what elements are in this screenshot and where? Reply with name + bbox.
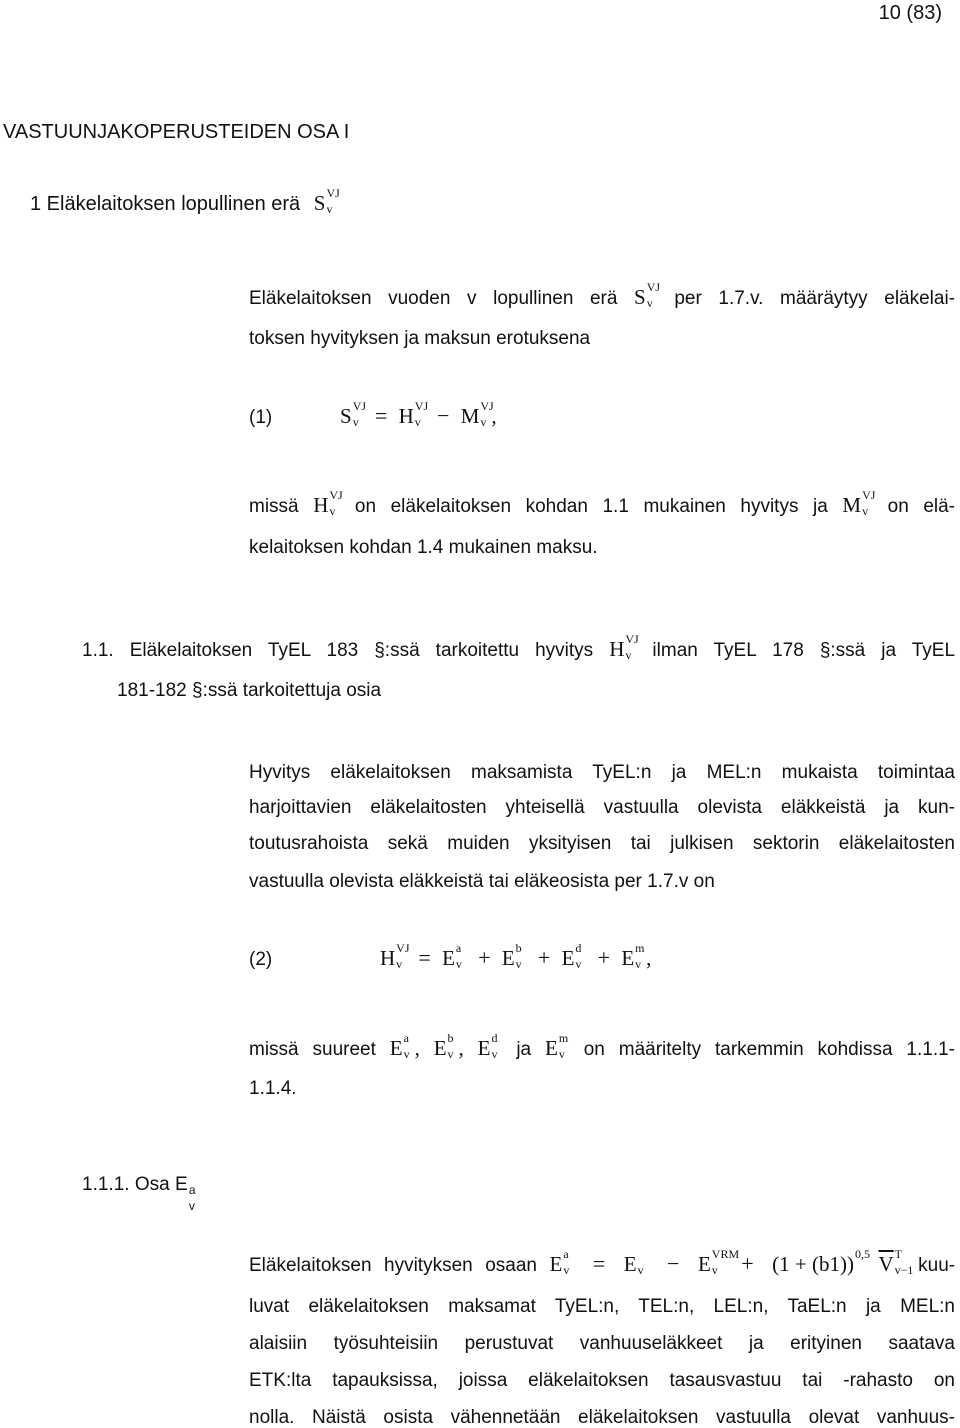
symbol-m-vj: M VJ v [842,488,876,518]
p4-text-a: missä suureet [249,1039,376,1060]
p1-text-a: Eläkelaitoksen vuoden v lopullinen erä [249,288,618,309]
paragraph-2-line-2: kelaitoksen kohdan 1.4 mukainen maksu. [249,537,598,558]
p4-text-b: on määritelty tarkemmin kohdissa 1.1.1- [583,1039,956,1060]
symbol-v-t: V T v−1 [878,1247,914,1277]
factor-1-plus-b1: (1 + (b1)) 0,5 [772,1247,870,1276]
comma: , [458,1036,464,1060]
symbol-h-vj: H VJ v [380,941,410,971]
paragraph-4-line-2: 1.1.4. [249,1078,297,1099]
symbol-e-a: E a v [442,941,462,971]
symbol-s-vj: S VJ v [340,399,367,429]
symbol-e-a: E a v [549,1247,570,1277]
paragraph-4-line-1 [249,1031,956,1061]
minus-sign: − [437,403,450,428]
p1-text-b: per 1.7.v. määräytyy eläkelai- [674,288,956,309]
symbol-m-vj: M VJ v [460,399,494,429]
symbol-e-vrm: E VRM v [697,1247,740,1277]
p2-text-b: on eläkelaitoksen kohdan 1.1 mukainen hyvitys ja [354,496,828,517]
plus-sign: + [597,945,611,970]
minus-sign: − [667,1251,680,1276]
comma: , [491,404,497,428]
paragraph-3-line-4: vastuulla olevista eläkkeistä tai eläkeosista per 1.7.v on [249,871,715,892]
equation-1 [340,399,497,429]
plus-sign: + [741,1251,754,1276]
sec11-text-b: ilman TyEL 178 §:ssä ja TyEL [652,640,956,661]
symbol-e-v: E v [623,1252,644,1277]
p2-text-a: missä [249,496,299,517]
formula-e-a [549,1247,919,1277]
section-heading-1 [30,186,340,216]
plus-sign: + [537,945,551,970]
paragraph-1-line-1 [249,280,956,310]
symbol-e-b: E b v [501,941,522,971]
equals-sign: = [374,403,388,428]
page-number: 10 (83) [878,2,942,24]
section-1-1-line-1 [82,632,956,662]
equals-sign: = [418,945,431,970]
p5-text-b: kuu- [918,1255,956,1276]
paragraph-5-line-3: alaisiin työsuhteisiin perustuvat vanhuuseläkkeet ja erityinen saatava [249,1333,955,1354]
symbol-h-vj: H VJ v [609,632,639,662]
paragraph-3-line-2: harjoittavien eläkelaitosten yhteisellä vastuulla olevista eläkkeistä ja kun- [249,797,955,818]
symbol-e-m: E m v [545,1031,569,1061]
equation-2-label: (2) [249,949,273,970]
symbol-h-vj: H VJ v [313,488,343,518]
e-symbols-list [389,1031,517,1061]
section-1-1-line-2: 181-182 §:ssä tarkoitettuja osia [117,680,382,701]
paragraph-1-line-2: toksen hyvityksen ja maksun erotuksena [249,328,591,349]
equation-2 [380,941,652,971]
equals-sign: = [592,1251,606,1276]
paragraph-5-line-2: luvat eläkelaitoksen maksamat TyEL:n, TEL:n, LEL:n, TaEL:n ja MEL:n [249,1296,955,1317]
equation-1-label: (1) [249,407,273,428]
symbol-s-vj: S VJ v [634,280,661,310]
p5-text-a: Eläkelaitoksen hyvityksen osaan [249,1255,537,1276]
symbol-s-vj: S VJ v [313,186,340,216]
paragraph-5-line-4: ETK:lta tapauksissa, joissa eläkelaitoksen tasausvastuu tai -rahasto on [249,1370,955,1391]
main-heading: VASTUUNJAKOPERUSTEIDEN OSA I [3,121,350,143]
symbol-e-m: E m v [621,941,645,971]
paragraph-5-line-5: nolla. Näistä osista vähennetään eläkelaitoksen vastuulla olevat vanhuus- [249,1407,955,1428]
section-1-1-1-text: 1.1.1. Osa E [82,1174,188,1195]
comma: , [414,1036,420,1060]
p4-ja: ja [516,1039,532,1060]
paragraph-3-line-3: toutusrahoista sekä muiden yksityisen tai julkisen sektorin eläkelaitosten [249,833,955,854]
symbol-e-d: E d v [561,941,582,971]
symbol-e-b: E b v [433,1031,454,1061]
p2-text-c: on elä- [887,496,955,517]
paragraph-2-line-1 [249,488,955,518]
paragraph-5-line-1 [249,1247,956,1277]
paragraph-3-line-1: Hyvitys eläkelaitoksen maksamista TyEL:n ja MEL:n mukaista toimintaa [249,762,955,783]
symbol-e-d: E d v [477,1031,498,1061]
sec11-text-a: 1.1. Eläkelaitoksen TyEL 183 §:ssä tarkoitettu hyvitys [82,640,594,661]
plus-sign: + [478,945,491,970]
section-1-1-1-heading: 1.1.1. Osa E a v [82,1174,196,1213]
section-heading-1-text: 1 Eläkelaitoksen lopullinen erä [30,193,301,215]
symbol-e-a: E a v [389,1031,410,1061]
symbol-h-vj: H VJ v [398,399,429,429]
comma: , [646,946,652,970]
